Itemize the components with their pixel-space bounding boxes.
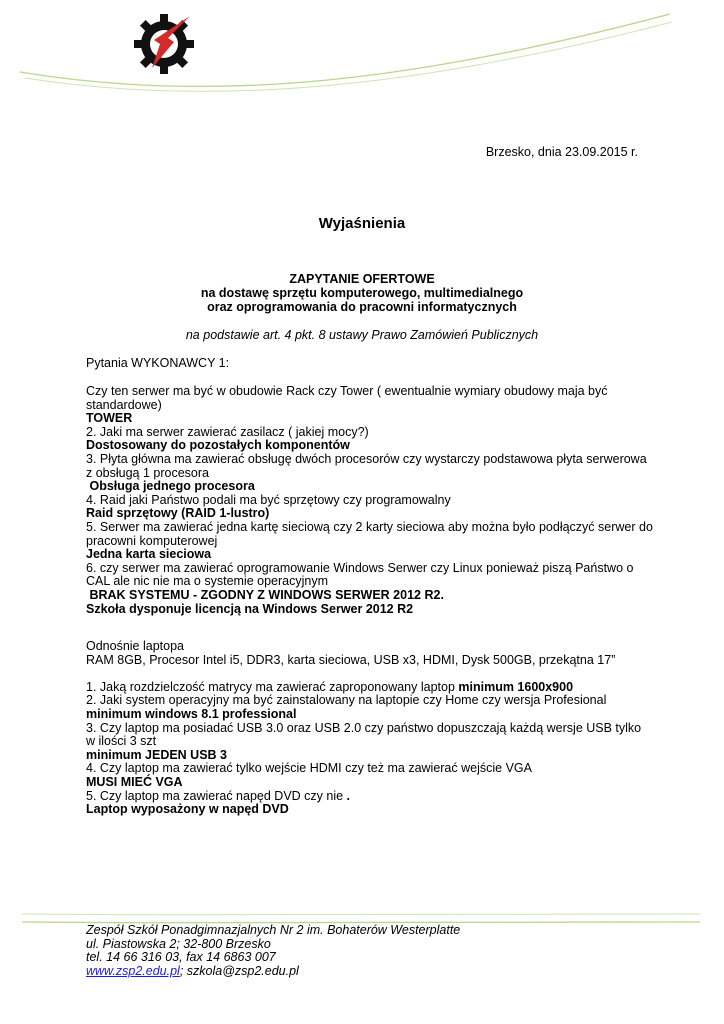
answer: TOWER xyxy=(86,411,133,426)
answer: Laptop wyposażony w napęd DVD xyxy=(86,802,289,817)
question: z obsługą 1 procesora xyxy=(86,465,209,480)
footer-phone: tel. 14 66 316 03, fax 14 6863 007 xyxy=(86,950,276,965)
question: 4. Raid jaki Państwo podali ma być sprzętowy czy programowalny xyxy=(86,492,451,507)
answer: minimum windows 8.1 professional xyxy=(86,706,297,721)
answer: minimum JEDEN USB 3 xyxy=(86,747,228,762)
footer-address: ul. Piastowska 2; 32-800 Brzesko xyxy=(86,936,271,951)
question: standardowe) xyxy=(86,397,162,412)
answer: Szkoła dysponuje licencją na Windows Serwer 2012 R2 xyxy=(86,601,414,616)
question: 5. Serwer ma zawierać jedna kartę sieciową czy 2 karty sieciowa aby można było podłączyć serwer do xyxy=(86,519,653,534)
question: w ilości 3 szt xyxy=(86,734,157,749)
question: 2. Jaki ma serwer zawierać zasilacz ( jakiej mocy?) xyxy=(86,424,369,439)
answer: Obsługa jednego procesora xyxy=(86,479,255,494)
question: 3. Płyta główna ma zawierać obsługę dwóch procesorów czy wystarczy podstawowa płyta serwerowa xyxy=(86,451,647,466)
questions-header: Pytania WYKONAWCY 1: xyxy=(86,356,230,370)
question: 4. Czy laptop ma zawierać tylko wejście HDMI czy też ma zawierać wejście VGA xyxy=(86,761,532,776)
question: pracowni komputerowej xyxy=(86,533,218,548)
legal-basis: na podstawie art. 4 pkt. 8 ustawy Prawo Zamówień Publicznych xyxy=(185,328,539,342)
laptop-specs: RAM 8GB, Procesor Intel i5, DDR3, karta sieciowa, USB x3, HDMI, Dysk 500GB, przekątna 17” xyxy=(86,652,616,667)
question: 1. Jaką rozdzielczość matrycy ma zawierać zaproponowany laptop minimum 1600x900 xyxy=(86,679,574,694)
document-title: Wyjaśnienia xyxy=(318,215,406,232)
question: 3. Czy laptop ma posiadać USB 3.0 oraz USB 2.0 czy państwo dopuszczają każdą wersje USB tylko xyxy=(86,720,642,735)
footer-school: Zespół Szkół Ponadgimnazjalnych Nr 2 im. Bohaterów Westerplatte xyxy=(86,923,461,937)
subject-line-2: na dostawę sprzętu komputerowego, multimedialnego xyxy=(200,286,524,300)
answer: minimum 1600x900 xyxy=(458,679,574,694)
footer-email: szkola@zsp2.edu.pl xyxy=(186,963,299,978)
subject-line-1: ZAPYTANIE OFERTOWE xyxy=(289,272,435,286)
question: 2. Jaki system operacyjny ma być zainstalowany na laptopie czy Home czy wersja Profesional xyxy=(86,693,607,708)
laptop-heading: Odnośnie laptopa xyxy=(86,639,184,653)
footer xyxy=(86,924,460,978)
answer: Raid sprzętowy (RAID 1-lustro) xyxy=(86,506,270,521)
question: 5. Czy laptop ma zawierać napęd DVD czy nie . xyxy=(86,788,351,803)
laptop-qa xyxy=(86,640,641,817)
server-qa xyxy=(86,385,653,616)
subject-line-3: oraz oprogramowania do pracowni informatycznych xyxy=(207,300,517,314)
question: CAL ale nic nie ma o systemie operacyjnym xyxy=(86,574,328,589)
answer: MUSI MIEĆ VGA xyxy=(86,774,183,789)
question: Czy ten serwer ma być w obudowie Rack czy Tower ( ewentualnie wymiary obudowy maja być xyxy=(86,384,608,398)
website-link[interactable]: www.zsp2.edu.pl xyxy=(86,963,180,978)
footer-contact: www.zsp2.edu.pl; szkola@zsp2.edu.pl xyxy=(86,963,299,978)
answer: Dostosowany do pozostałych komponentów xyxy=(86,438,350,453)
question: 6. czy serwer ma zawierać oprogramowanie Windows Serwer czy Linux ponieważ piszą Państwo o xyxy=(86,560,634,575)
answer: BRAK SYSTEMU - ZGODNY Z WINDOWS SERWER 2012 R2. xyxy=(86,587,444,602)
date-line: Brzesko, dnia 23.09.2015 r. xyxy=(485,145,638,159)
header-decoration xyxy=(0,0,724,100)
answer: Jedna karta sieciowa xyxy=(86,547,212,562)
